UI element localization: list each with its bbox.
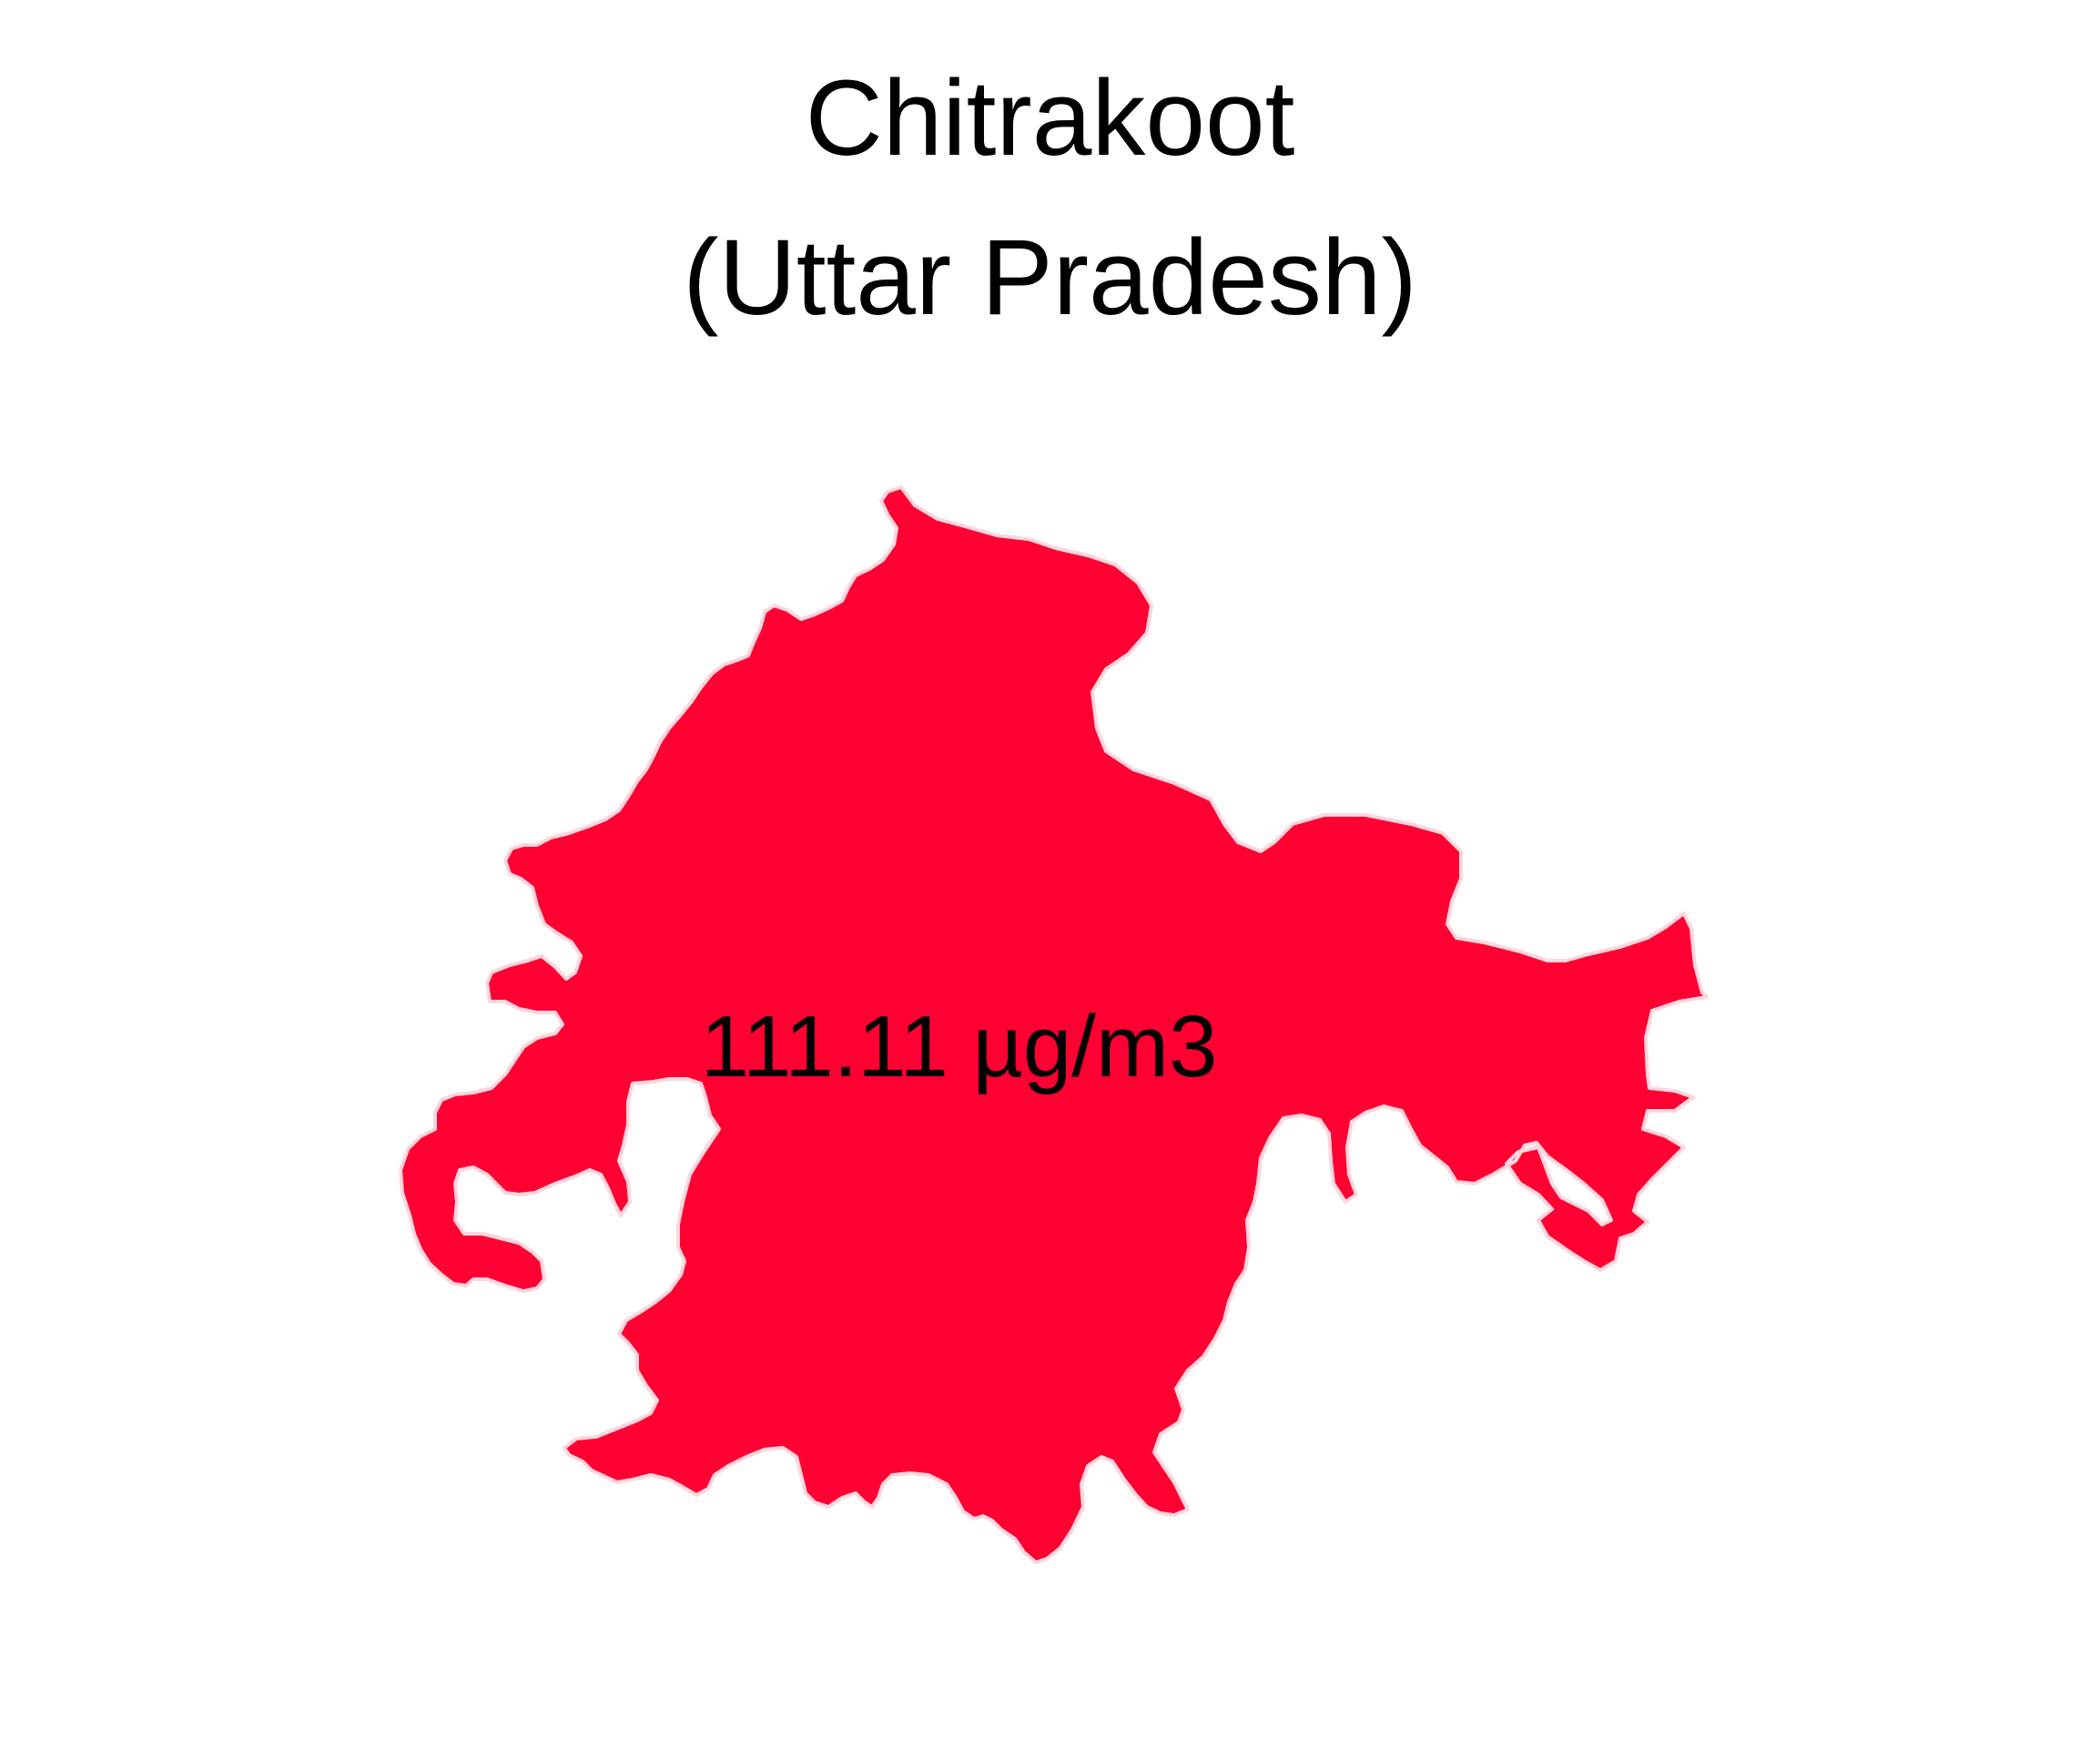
map-title: Chitrakoot: [805, 58, 1295, 178]
map-subtitle-state: (Uttar Pradesh): [683, 218, 1417, 338]
pollution-value-label: 111.11 µg/m3: [700, 998, 1218, 1095]
